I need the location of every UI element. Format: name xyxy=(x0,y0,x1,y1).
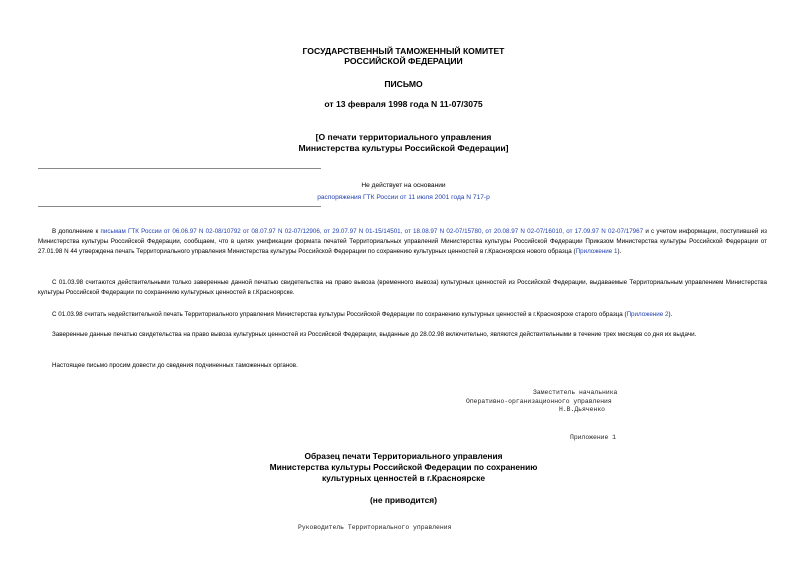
appendix-2-link[interactable]: Приложение 2 xyxy=(626,311,669,318)
appendix-title-line2: Министерства культуры Российской Федерации по сохранению xyxy=(269,462,538,472)
letters-link[interactable]: письмам ГТК России от 06.06.97 N 02-08/10792 от 08.07.97 N 02-07/12906, от 29.07.97 N 01-15/14501, от 18.08.97 N 02-07/15780, от 20.08.97 N 02-07/16010, от 17.09.97 N 02-07/17967 xyxy=(100,228,644,235)
divider-top xyxy=(38,168,321,169)
signature-name: Н.В.Дьяченко xyxy=(559,406,606,414)
signature-position-2: Оперативно-организационного управления xyxy=(466,397,612,405)
paragraph-1 xyxy=(38,227,767,257)
document-type: ПИСЬМО xyxy=(384,79,423,89)
paragraph-3 xyxy=(38,310,767,320)
document-date: от 13 февраля 1998 года N 11-07/3075 xyxy=(324,99,483,109)
p1-text-2: и с учетом информации, поступившей из Министерства культуры Российской Федерации, сообщаем, что в целях унификации формата печатей Территориальных управлений Министерства культуры Российской Федерации Приказом Министерства культуры Российской Федерации от 27.01.98 N 44 утверждена печать Территориального управления Министерства культуры Российской Федерации по сохранению культурных ценностей в г.Красноярске нового образца ( xyxy=(38,228,768,255)
p1-text-1: В дополнение к xyxy=(52,228,101,235)
status-note-text: Не действует на основании xyxy=(361,182,446,189)
status-note xyxy=(0,180,807,203)
p3-text-1: С 01.03.98 считать недействительной печать Территориального управления Министерства культуры Российской Федерации по сохранению культурных ценностей в г.Красноярске старого образца ( xyxy=(52,311,627,318)
appendix-title-line3: культурных ценностей в г.Красноярске xyxy=(321,473,486,483)
appendix-note: (не приводится) xyxy=(370,495,437,505)
p1-text-3: ). xyxy=(617,248,622,255)
document-title-line2: Министерства культуры Российской Федерации] xyxy=(298,143,509,153)
org-name-line2: РОССИЙСКОЙ ФЕДЕРАЦИИ xyxy=(344,56,463,66)
divider-bottom xyxy=(38,206,321,207)
p3-text-2: ). xyxy=(668,311,673,318)
status-note-link[interactable]: распоряжения ГТК России от 11 июля 2001 года N 717-р xyxy=(317,193,490,201)
appendix-footer: Руководитель Территориального управления xyxy=(298,524,452,531)
paragraph-4: Заверенные данные печатью свидетельства на право вывоза культурных ценностей из Российской Федерации, выданные до 28.02.98 включительно, являются действительными в течение трех месяцев со дня их выдачи. xyxy=(52,331,697,338)
document-title-line1: [О печати территориального управления xyxy=(315,132,492,142)
signature-position-1: Заместитель начальника xyxy=(533,389,618,396)
appendix-title-line1: Образец печати Территориального управления xyxy=(304,451,503,461)
org-name-line1: ГОСУДАРСТВЕННЫЙ ТАМОЖЕННЫЙ КОМИТЕТ xyxy=(302,46,505,56)
appendix-1-link[interactable]: Приложение 1 xyxy=(575,248,618,255)
paragraph-5: Настоящее письмо просим довести до сведения подчиненных таможенных органов. xyxy=(52,362,298,369)
paragraph-2: С 01.03.98 считаются действительными только заверенные данной печатью свидетельства на право вывоза (временного вывоза) культурных ценностей из Российской Федерации, выдаваемые Территориальным управлением Министерства культуры Российской Федерации по сохранению культурных ценностей в г.Красноярске. xyxy=(38,279,767,296)
appendix-label: Приложение 1 xyxy=(570,434,617,441)
signature-block xyxy=(466,389,617,415)
